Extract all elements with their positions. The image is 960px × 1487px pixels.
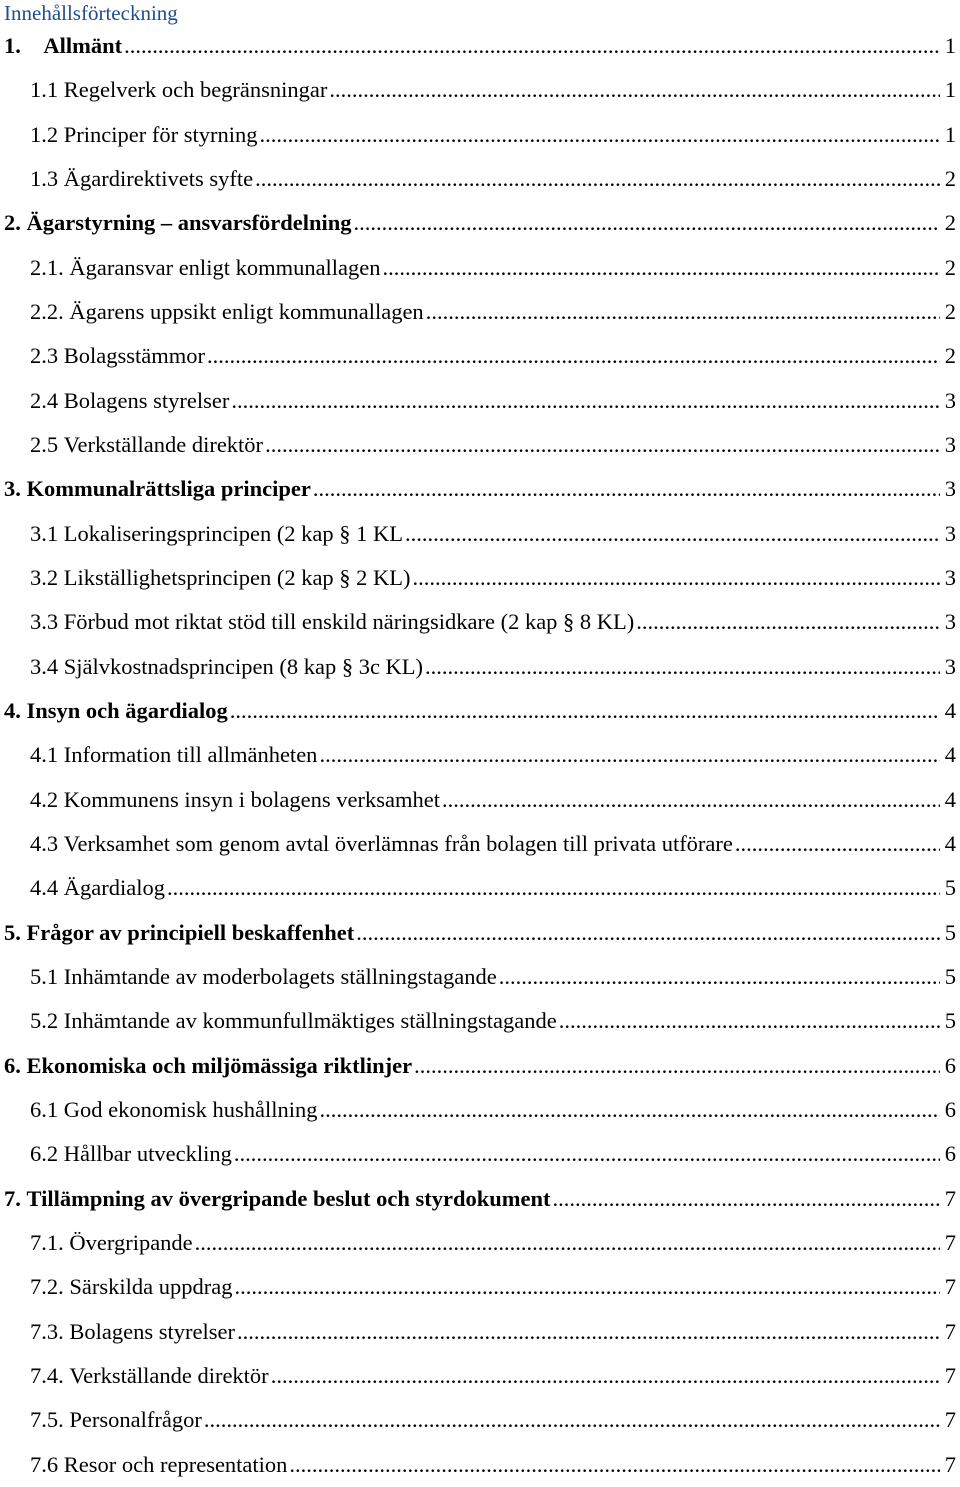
toc-dot-leader — [553, 1186, 940, 1212]
toc-subsection-entry[interactable] — [0, 778, 960, 822]
toc-subsection-entry[interactable] — [0, 1088, 960, 1132]
toc-entry-page-number: 4 — [944, 831, 956, 857]
toc-entry-title: Allmänt — [43, 33, 123, 59]
toc-subsection-entry[interactable] — [0, 68, 960, 112]
toc-entry-page-number: 3 — [944, 387, 956, 413]
toc-subsection-entry[interactable] — [0, 512, 960, 556]
toc-entry-number: 3.4 — [30, 653, 64, 679]
toc-entry-title: Bolagens styrelser — [69, 1318, 235, 1344]
toc-dot-leader — [167, 875, 940, 901]
toc-subsection-entry[interactable] — [0, 645, 960, 689]
toc-entry-number: 5.1 — [30, 964, 64, 990]
toc-entry-title: Likställighetsprincipen (2 kap § 2 KL) — [63, 565, 411, 591]
toc-entry-title: Kommunalrättsliga principer — [26, 476, 311, 502]
toc-section-entry[interactable] — [0, 467, 960, 511]
toc-entry-number: 3.3 — [30, 609, 64, 635]
toc-entry-title: Insyn och ägardialog — [26, 698, 228, 724]
toc-entry-number: 2.1. — [30, 254, 70, 280]
toc-entry-title: Tillämpning av övergripande beslut och styrdokument — [26, 1185, 551, 1211]
toc-entry-title: Resor och representation — [63, 1451, 288, 1477]
toc-entry-title: Hållbar utveckling — [63, 1141, 232, 1167]
toc-entry-number: 3. — [4, 476, 27, 502]
toc-dot-leader — [425, 654, 940, 680]
toc-dot-leader — [237, 1319, 940, 1345]
toc-entry-title: Kommunens insyn i bolagens verksamhet — [63, 786, 440, 812]
toc-entry-number: 2.2. — [30, 299, 70, 325]
toc-dot-leader — [231, 388, 940, 414]
toc-dot-leader — [195, 1230, 940, 1256]
toc-entry-title: Ägarens uppsikt enligt kommunallagen — [69, 299, 424, 325]
toc-subsection-entry[interactable] — [0, 290, 960, 334]
toc-entry-title: Bolagens styrelser — [63, 387, 230, 413]
toc-entry-number: 2. — [4, 210, 27, 236]
toc-subsection-entry[interactable] — [0, 955, 960, 999]
toc-subsection-entry[interactable] — [0, 1354, 960, 1398]
toc-entry-number: 1.1 — [30, 77, 64, 103]
toc-entry-page-number: 3 — [944, 476, 956, 502]
toc-entry-page-number: 6 — [944, 1141, 956, 1167]
toc-section-entry[interactable] — [0, 911, 960, 955]
toc-entry-title: Frågor av principiell beskaffenhet — [26, 919, 355, 945]
toc-section-entry[interactable] — [0, 689, 960, 733]
toc-dot-leader — [313, 476, 940, 502]
toc-entry-number: 7. — [4, 1185, 27, 1211]
toc-dot-leader — [414, 1053, 940, 1079]
toc-entry-number: 7.2. — [30, 1274, 70, 1300]
toc-dot-leader — [354, 210, 940, 236]
toc-subsection-entry[interactable] — [0, 556, 960, 600]
toc-entry-page-number: 2 — [944, 210, 956, 236]
toc-dot-leader — [259, 122, 940, 148]
toc-entry-page-number: 6 — [944, 1052, 956, 1078]
toc-entry-number: 2.3 — [30, 343, 64, 369]
toc-entry-page-number: 2 — [944, 343, 956, 369]
toc-entry-number: 2.4 — [30, 387, 64, 413]
toc-subsection-entry[interactable] — [0, 1132, 960, 1176]
toc-dot-leader — [442, 787, 940, 813]
toc-entry-page-number: 7 — [944, 1318, 956, 1344]
toc-subsection-entry[interactable] — [0, 733, 960, 777]
toc-entry-page-number: 3 — [944, 653, 956, 679]
toc-section-entry[interactable] — [0, 1177, 960, 1221]
toc-entry-title: Regelverk och begränsningar — [63, 77, 328, 103]
toc-section-entry[interactable] — [0, 1044, 960, 1088]
toc-subsection-entry[interactable] — [0, 113, 960, 157]
toc-entry-page-number: 7 — [944, 1230, 956, 1256]
toc-entry-page-number: 1 — [944, 77, 956, 103]
toc-entry-number: 3.2 — [30, 565, 64, 591]
toc-entry-title: Personalfrågor — [69, 1407, 202, 1433]
toc-subsection-entry[interactable] — [0, 157, 960, 201]
toc-subsection-entry[interactable] — [0, 600, 960, 644]
toc-subsection-entry[interactable] — [0, 423, 960, 467]
toc-dot-leader — [289, 1452, 940, 1478]
toc-entry-title: Ägarstyrning – ansvarsfördelning — [26, 210, 352, 236]
toc-entry-number: 6.2 — [30, 1141, 64, 1167]
toc-dot-leader — [383, 255, 940, 281]
toc-entry-title: Övergripande — [69, 1230, 193, 1256]
toc-entry-title: Bolagsstämmor — [63, 343, 205, 369]
toc-section-entry[interactable] — [0, 24, 960, 68]
toc-subsection-entry[interactable] — [0, 1221, 960, 1265]
toc-list — [0, 24, 960, 1487]
toc-entry-page-number: 7 — [944, 1451, 956, 1477]
toc-dot-leader — [320, 1097, 941, 1123]
toc-entry-number: 4.1 — [30, 742, 64, 768]
toc-entry-number: 4.3 — [30, 831, 64, 857]
toc-entry-page-number: 1 — [944, 33, 956, 59]
toc-entry-number: 7.4. — [30, 1363, 70, 1388]
toc-entry-title: Självkostnadsprincipen (8 kap § 3c KL) — [63, 653, 424, 679]
toc-dot-leader — [204, 1407, 940, 1433]
toc-dot-leader — [413, 565, 940, 591]
toc-entry-page-number: 3 — [944, 520, 956, 546]
toc-entry-page-number: 2 — [944, 299, 956, 325]
toc-dot-leader — [234, 1141, 940, 1167]
toc-dot-leader — [735, 831, 940, 857]
toc-entry-number: 5. — [4, 919, 27, 945]
toc-entry-page-number: 1 — [944, 121, 956, 147]
toc-entry-number: 7.3. — [30, 1318, 70, 1344]
toc-heading: Innehållsförteckning — [4, 1, 178, 25]
toc-dot-leader — [426, 299, 940, 325]
toc-entry-number: 2.5 — [30, 432, 64, 458]
toc-entry-page-number: 2 — [944, 254, 956, 280]
toc-dot-leader — [329, 77, 940, 103]
toc-entry-page-number: 7 — [944, 1274, 956, 1300]
toc-entry-number: 1. — [4, 33, 44, 59]
toc-entry-number: 6.1 — [30, 1097, 64, 1123]
toc-subsection-entry[interactable] — [0, 1310, 960, 1354]
toc-entry-title: Verksamhet som genom avtal överlämnas från bolagen till privata utförare — [63, 831, 733, 857]
toc-entry-page-number: 3 — [944, 565, 956, 591]
toc-entry-page-number: 3 — [944, 432, 956, 458]
toc-entry-page-number: 5 — [944, 919, 956, 945]
toc-entry-title: Ägardirektivets syfte — [63, 166, 254, 192]
toc-entry-number: 4. — [4, 698, 27, 724]
toc-entry-number: 6. — [4, 1052, 27, 1078]
toc-subsection-entry[interactable] — [0, 822, 960, 866]
toc-entry-page-number: 4 — [944, 786, 956, 812]
toc-entry-title: God ekonomisk hushållning — [63, 1097, 318, 1123]
toc-entry-title: Verkställande direktör — [63, 432, 264, 458]
toc-entry-page-number: 2 — [944, 166, 956, 192]
toc-entry-page-number: 7 — [944, 1185, 956, 1211]
toc-entry-title: Information till allmänheten — [63, 742, 318, 768]
toc-subsection-entry[interactable] — [0, 379, 960, 423]
toc-entry-page-number: 4 — [944, 698, 956, 724]
toc-subsection-entry[interactable] — [0, 1443, 960, 1487]
toc-entry-number: 5.2 — [30, 1008, 64, 1034]
toc-entry-number: 7.1. — [30, 1230, 70, 1256]
toc-entry-page-number: 7 — [944, 1407, 956, 1433]
toc-entry-title: Inhämtande av moderbolagets ställningstagande — [63, 964, 497, 990]
toc-dot-leader — [234, 1274, 940, 1300]
toc-subsection-entry[interactable] — [0, 334, 960, 378]
toc-entry-title: Lokaliseringsprincipen (2 kap § 1 KL — [63, 520, 404, 546]
toc-entry-number: 3.1 — [30, 520, 64, 546]
toc-entry-number: 1.2 — [30, 121, 64, 147]
toc-entry-page-number: 5 — [944, 875, 956, 901]
toc-dot-leader — [559, 1008, 940, 1034]
toc-subsection-entry[interactable] — [0, 1265, 960, 1309]
toc-dot-leader — [405, 521, 940, 547]
toc-dot-leader — [636, 609, 940, 635]
toc-entry-page-number: 3 — [944, 609, 956, 635]
toc-entry-title: Särskilda uppdrag — [69, 1274, 233, 1300]
toc-dot-leader — [265, 432, 940, 458]
toc-entry-number: 7.6 — [30, 1451, 64, 1477]
toc-entry-number: 7.5. — [30, 1407, 70, 1433]
toc-dot-leader — [230, 698, 940, 724]
toc-entry-title: Principer för styrning — [63, 121, 258, 147]
toc-entry-number: 4.4 — [30, 875, 64, 901]
toc-dot-leader — [356, 920, 940, 946]
toc-subsection-entry[interactable] — [0, 999, 960, 1043]
toc-dot-leader — [255, 166, 940, 192]
toc-entry-number: 4.2 — [30, 786, 64, 812]
toc-entry-title: Förbud mot riktat stöd till enskild näringsidkare (2 kap § 8 KL) — [63, 609, 635, 635]
toc-entry-page-number: 7 — [944, 1363, 956, 1388]
toc-entry-title: Ägardialog — [63, 875, 165, 901]
toc-subsection-entry[interactable] — [0, 246, 960, 290]
toc-entry-number: 1.3 — [30, 166, 64, 192]
toc-entry-page-number: 4 — [944, 742, 956, 768]
toc-subsection-entry[interactable] — [0, 1398, 960, 1442]
toc-dot-leader — [207, 343, 940, 369]
toc-dot-leader — [499, 964, 940, 990]
toc-entry-page-number: 5 — [944, 1008, 956, 1034]
toc-entry-title: Verkställande direktör — [69, 1363, 269, 1388]
toc-section-entry[interactable] — [0, 201, 960, 245]
toc-entry-title: Ägaransvar enligt kommunallagen — [69, 254, 381, 280]
toc-entry-page-number: 6 — [944, 1097, 956, 1123]
toc-dot-leader — [271, 1363, 940, 1389]
toc-entry-title: Ekonomiska och miljömässiga riktlinjer — [26, 1052, 413, 1078]
toc-subsection-entry[interactable] — [0, 866, 960, 910]
toc-entry-title: Inhämtande av kommunfullmäktiges ställningstagande — [63, 1008, 557, 1034]
toc-entry-page-number: 5 — [944, 964, 956, 990]
toc-dot-leader — [319, 742, 940, 768]
toc-dot-leader — [124, 33, 940, 59]
